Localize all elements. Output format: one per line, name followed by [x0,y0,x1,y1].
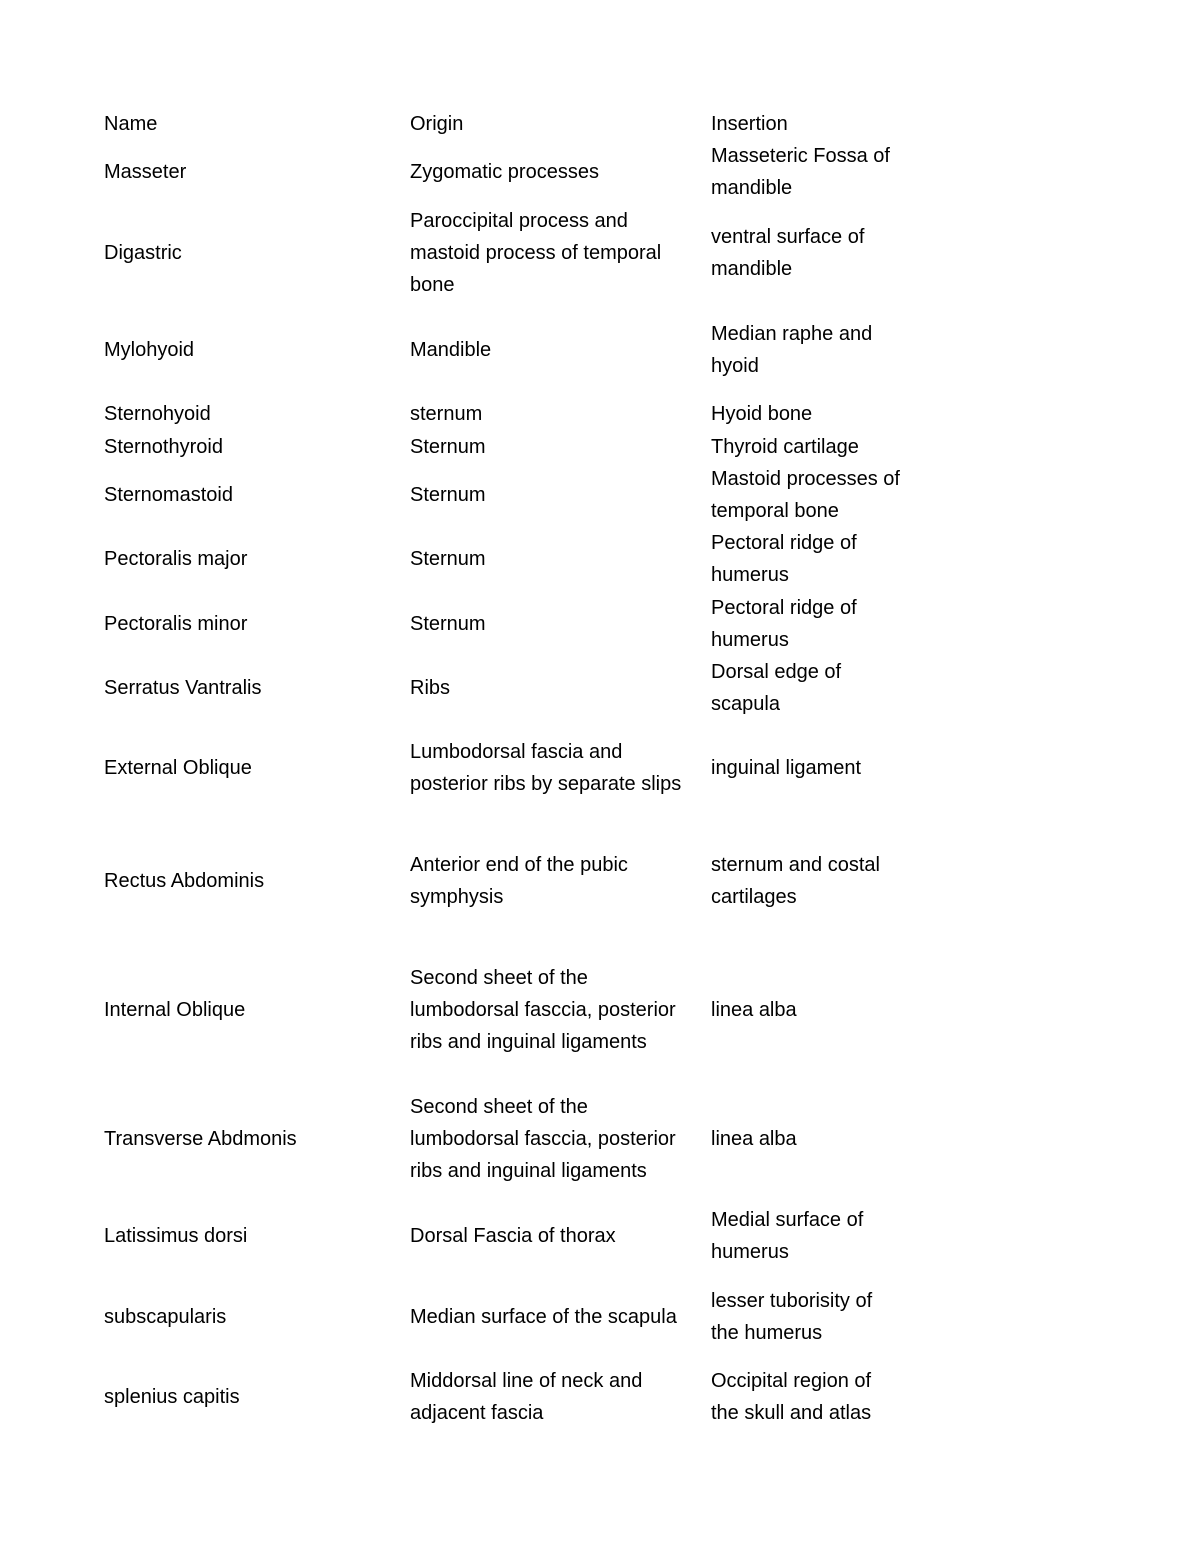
muscle-name: Pectoralis minor [104,613,248,635]
muscle-insertion: Hyoid bone [711,403,813,425]
muscle-name: Digastric [104,242,182,264]
muscle-insertion: Masseteric Fossa of mandible [711,145,890,199]
muscle-insertion: lesser tuborisity of the humerus [711,1290,873,1344]
muscle-insertion: linea alba [711,1128,797,1150]
muscle-insertion: Occipital region of the skull and atlas [711,1370,872,1424]
muscle-name: Transverse Abdmonis [104,1128,297,1150]
muscle-origin: sternum [410,403,483,425]
header-name: Name [104,113,158,135]
table-row [104,962,924,1058]
table-row [104,736,924,800]
muscle-name: splenius capitis [104,1386,240,1408]
muscle-name: subscapularis [104,1306,227,1328]
muscle-insertion: Median raphe and hyoid [711,323,873,377]
muscle-insertion: Pectoral ridge of humerus [711,532,857,586]
muscle-origin: Sternum [410,484,486,506]
muscle-name: Serratus Vantralis [104,677,262,699]
table-row [104,592,924,656]
muscle-insertion: Mastoid processes of temporal bone [711,468,900,522]
muscle-origin: Second sheet of the lumbodorsal fasccia, posterior ribs and inguinal ligaments [410,1096,676,1182]
muscle-insertion: Dorsal edge of scapula [711,661,842,715]
muscle-insertion: ventral surface of mandible [711,226,865,280]
table-row [104,431,924,463]
muscle-origin: Anterior end of the pubic symphysis [410,854,628,908]
table-row [104,849,924,913]
table-row [104,463,924,527]
muscle-origin: Second sheet of the lumbodorsal fasccia, posterior ribs and inguinal ligaments [410,967,676,1053]
muscle-name: Pectoralis major [104,548,248,570]
table-row [104,527,924,591]
muscle-origin: Ribs [410,677,451,699]
muscle-origin: Middorsal line of neck and adjacent fascia [410,1370,643,1424]
muscle-origin: Dorsal Fascia of thorax [410,1225,616,1247]
muscle-insertion: inguinal ligament [711,757,862,779]
table-row [104,398,924,430]
muscle-insertion: linea alba [711,999,797,1021]
header-origin: Origin [410,113,464,135]
muscle-insertion: Pectoral ridge of humerus [711,597,857,651]
muscle-insertion: sternum and costal cartilages [711,854,880,908]
header-insertion: Insertion [711,113,788,135]
table-row [104,140,924,204]
muscle-origin: Lumbodorsal fascia and posterior ribs by separate slips [410,741,682,795]
muscle-origin: Median surface of the scapula [410,1306,677,1328]
muscle-name: Internal Oblique [104,999,246,1021]
muscle-insertion: Medial surface of humerus [711,1209,864,1263]
table-header-row [104,108,924,140]
table-row [104,318,924,382]
table-row [104,1204,924,1268]
muscle-origin: Zygomatic processes [410,161,599,183]
muscle-name: Masseter [104,161,187,183]
table-row [104,1365,924,1429]
muscle-name: Sternothyroid [104,436,223,458]
muscle-name: Rectus Abdominis [104,870,265,892]
muscle-name: Sternohyoid [104,403,211,425]
muscle-name: External Oblique [104,757,252,779]
table-row [104,656,924,720]
muscle-origin: Paroccipital process and mastoid process of temporal bone [410,210,662,296]
muscle-origin: Sternum [410,548,486,570]
muscle-name: Mylohyoid [104,339,195,361]
muscle-origin: Sternum [410,436,486,458]
muscle-origin: Mandible [410,339,492,361]
muscle-insertion: Thyroid cartilage [711,436,859,458]
muscle-name: Latissimus dorsi [104,1225,248,1247]
table-row [104,1285,924,1349]
table-row [104,1091,924,1187]
muscle-name: Sternomastoid [104,484,233,506]
table-row [104,205,924,301]
muscle-origin: Sternum [410,613,486,635]
